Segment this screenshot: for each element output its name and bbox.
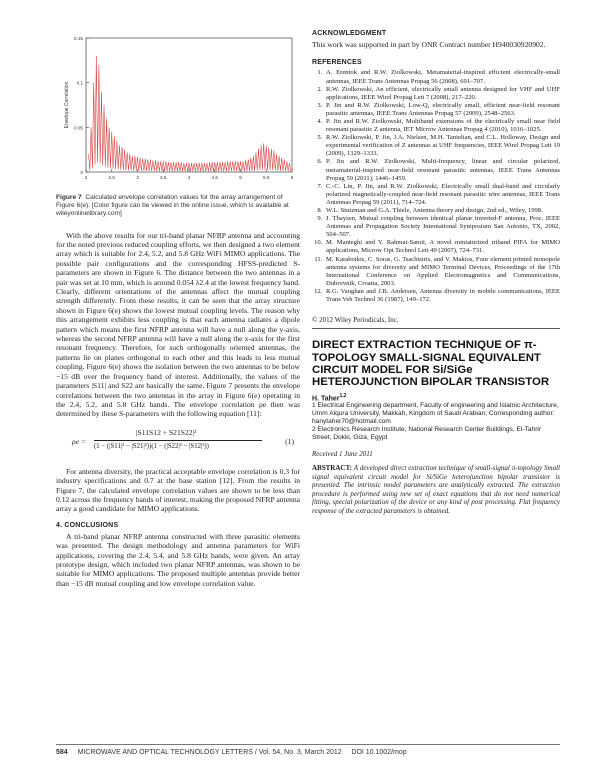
left-column bbox=[56, 30, 300, 588]
x-tick-label: 5.5 bbox=[263, 175, 270, 180]
reference-list bbox=[312, 69, 560, 304]
affiliation-1: 1 Electrical Engineering department, Faculty of engineering and Islamic Architecture, Umm Alqura University, Makkah, Kingdom of Saudi Arabian; Corresponding author: hanytaher70@hotmail.com bbox=[312, 402, 559, 426]
y-tick-label: 0 bbox=[80, 170, 83, 175]
paragraph-conclusions: A tri-band planar NFRP antenna constructed with three parasitic elements was presented. The design methodology and antenna parameters for WiFi applications, covering the 2.4, 5.4, and 5.8 GHz bands, were given. An array prototype design, which included two planar NFRP antennas, was shown to be suitable for MIMO applications. The proposed multiple antennas provide better than −15 dB mutual coupling and low envelope correlation value. bbox=[56, 531, 300, 588]
author-name: H. Taher bbox=[312, 395, 340, 403]
reference-item: 3. P. Jin and R.W. Ziolkowski, Low-Q, electrically small, efficient near-field resonant parasitic antennas, IEEE Trans Antennas Propag 57 (2009), 2548–2563. bbox=[324, 102, 560, 118]
abstract-label: ABSTRACT: bbox=[312, 464, 352, 473]
right-column bbox=[312, 30, 560, 516]
divider bbox=[312, 328, 560, 329]
envelope-correlation-plot bbox=[56, 30, 300, 188]
reference-item: 5. R.W. Ziolkowski, P. Jin, J.A. Nielsen, M.H. Tanielian, and C.L. Holloway, Design and experimental verification of Z antennas at UHF frequencies, IEEE Wirel Propag Lett 19 (2009), 1329–1333. bbox=[324, 134, 560, 158]
reference-item: 11. M. Karaboikis, C. Soras, G. Tsachtsiris, and V. Makios, Four element printed monopole antenna systems for diversity and MIMO Terminal Devices, Proceedings of the 17th International Conference on Applied Electromagnetics and Communications, Dubrovnik, Croatia, 2003. bbox=[324, 256, 560, 288]
y-axis-label: Envelope Correlation bbox=[64, 81, 70, 129]
article-title: DIRECT EXTRACTION TECHNIQUE OF π-TOPOLOGY SMALL-SIGNAL EQUIVALENT CIRCUIT MODEL FOR Si/SiGe HETEROJUNCTION BIPOLAR TRANSISTOR bbox=[312, 339, 550, 389]
caption-label: Figure 7 bbox=[56, 194, 82, 201]
reference-item: 2. R.W. Ziolkowski, An efficient, electrically small antenna designed for VHF and UHF applications, IEEE Wirel Propag Lett 7 (2008), 217–220. bbox=[324, 86, 560, 102]
equation-denominator: (1 − (|S11|² − |S21|²))(1 − (|S22|² − |S12|²)) bbox=[94, 442, 209, 450]
x-tick-label: 6 bbox=[290, 175, 294, 180]
x-tick-label: 3 bbox=[136, 175, 139, 180]
x-tick-label: 5 bbox=[239, 175, 242, 180]
y-tick-label: 0.15 bbox=[74, 36, 83, 41]
references-heading: REFERENCES bbox=[312, 59, 362, 67]
reference-item: 4. P. Jin and R.W. Ziolkowski, Multiband extensions of the electrically small near field resonant parasitic Z antenna, IET Microw Antennas Propag 4 (2010), 1016–1025. bbox=[324, 118, 560, 134]
reference-item: 12. R.G. Vaughan and J.B. Andersen, Antenna diversity in mobile communications, IEEE Trans Veh Technol 36 (1987), 149–172. bbox=[324, 288, 560, 304]
equation-number: (1) bbox=[285, 436, 294, 446]
equation-fraction-bar bbox=[94, 440, 262, 441]
received-date: Received 1 June 2011 bbox=[312, 450, 373, 459]
acknowledgment-text: This work was supported in part by ONR Contract number H940030920902. bbox=[312, 40, 546, 49]
y-tick-label: 0.1 bbox=[76, 80, 83, 86]
author-superscript: 1,2 bbox=[339, 392, 347, 399]
equation-numerator: |S11S12 + S21S22|² bbox=[136, 427, 197, 437]
author-line bbox=[312, 393, 560, 402]
x-tick-label: 2 bbox=[84, 175, 88, 180]
equation-lhs: ρe = bbox=[72, 436, 87, 446]
figure-caption bbox=[56, 194, 300, 219]
copyright-line: © 2012 Wiley Periodicals, Inc. bbox=[312, 316, 399, 325]
series-line-envelope-correlation bbox=[89, 56, 291, 171]
x-tick-label: 3.5 bbox=[160, 175, 167, 180]
affiliation-2: 2 Electronics Research Institute, National Research Center Buildings, El-Tahrir Street, Dokki, Giza, Egypt bbox=[312, 426, 542, 442]
equation-1 bbox=[56, 425, 300, 461]
abstract-text: A developed direct extraction technique of small-signal π-topology Small signal equivalent circuit model for Si/SiGe heterojunction bipolar transistor is presented. The intrinsic model parameters are analytically extracted. The extraction procedure is performed using new set of exact equations that do not need numerical fitting, special polarization of the device or any kind of post processing. Flat frequency response of the extracted parameters is obtained. bbox=[312, 464, 560, 516]
x-tick-label: 4.5 bbox=[211, 175, 218, 180]
reference-item: 8. W.L. Stutzman and G.A. Thiele, Antenna theory and design, 2nd ed., Wiley, 1998. bbox=[324, 207, 560, 215]
figure-7-chart bbox=[56, 30, 300, 188]
reference-item: 9. J. Thaysen, Mutual coupling between identical planar inverted-F antenna, Proc. IEEE Antennas and Propagation Society International Symposium San Antonio, TX, 2002, 504–507. bbox=[324, 215, 560, 239]
x-tick-label: 4 bbox=[187, 175, 191, 180]
paragraph-array-results: With the above results for our tri-band planar NFRP antenna and accounting for the noted previous reduced coupling efforts, we then designed a two element array which is suitable for 2.4, 5.2, and 5.8 GHz WiFi MIMO applications. The possible pair configurations and the corresponding HFSS-predicted S-parameters are shown in Figure 6. The distance between the two antennas in a pair was set at 10 mm, which is around 0.054 λ2.4 at the lowest frequency band. Clearly, different orientations of the antennas affect the mutual coupling strength differently. From these results, it can be seen that the array structure shown in Figure 6(e) shows the lowest mutual coupling levels. The reason why this arrangement exhibits less coupling is that each antenna radiates a dipole pattern which means the first NFRP antenna will have a null along the y-axis, whereas the second NFRP antenna will have a null along the x-axis for the first resonant frequency. Therefore, for such orthogonally oriented antennas, the patterns lie on planes orthogonal to each other and this leads to less mutual coupling. Figure 6(e) shows the isolation between the two antennas to be below −15 dB over the frequency band of interest. Additionally, the values of the parameters |S11| and S22 are basically the same. Figure 7 presents the envelope correlations between the two antennas in the array in Figure 6(e) operating in the 2.4, 5.2, and 5.8 GHz bands. The envelope correlation ρe then was determined by these S-parameters with the following equation [11]: bbox=[56, 230, 300, 419]
acknowledgment-heading: ACKNOWLEDGMENT bbox=[312, 30, 387, 37]
journal-info: MICROWAVE AND OPTICAL TECHNOLOGY LETTERS / Vol. 54, No. 3, March 2012 bbox=[77, 749, 342, 756]
y-tick-label: 0.05 bbox=[74, 125, 83, 131]
reference-item: 6. P. Jin and R.W. Ziolkowski, Multi-frequency, linear and circular polarized, metamaterial-inspired near-field resonant parasitic antennas, IEEE Trans Antennas Propag 59 (2011), 1446–1459. bbox=[324, 158, 560, 182]
page-footer bbox=[56, 744, 560, 756]
caption-text: Calculated envelope correlation values for the array arrangement of Figure 6(e). [Color figure can be viewed in the online issue, which is available at wileyonlinelibrary.com] bbox=[56, 194, 289, 218]
plot-frame bbox=[86, 38, 292, 172]
reference-item: 10. M. Manteghi and Y. Rahmat-Samii, A novel miniaturized triband PIFA for MIMO applications, Microw Opt Technol Lett 49 (2007), 724–731. bbox=[324, 239, 560, 255]
page-number: 584 bbox=[56, 749, 68, 756]
reference-item: 7. C.-C. Lin, P. Jin, and R.W. Ziolkowski, Electrically small dual-band and circularly polarized magnetically-coupled near-field resonant parasitic wire antennas, IEEE Trans Antennas Propag 59 (2011), 714–724. bbox=[324, 183, 560, 207]
reference-item: 1. A. Erentok and R.W. Ziolkowski, Metamaterial-inspired efficient electrically-small antennas, IEEE Trans Antennas Propag 56 (2008), 691–707. bbox=[324, 69, 560, 85]
x-tick-label: 2.5 bbox=[108, 175, 115, 180]
doi: DOI 10.1002/mop bbox=[351, 749, 407, 756]
abstract bbox=[312, 464, 560, 516]
conclusions-heading: 4. CONCLUSIONS bbox=[56, 521, 119, 529]
paragraph-diversity: For antenna diversity, the practical acceptable envelope correlation is 0.3 for industry specifications and 0.7 at the base station [12]. From the results in Figure 7, the calculated envelope correlation values are shown to be less than 0.12 across the frequency bands of interest, making the proposed NFRP antenna array a good candidate for MIMO applications. bbox=[56, 466, 300, 514]
